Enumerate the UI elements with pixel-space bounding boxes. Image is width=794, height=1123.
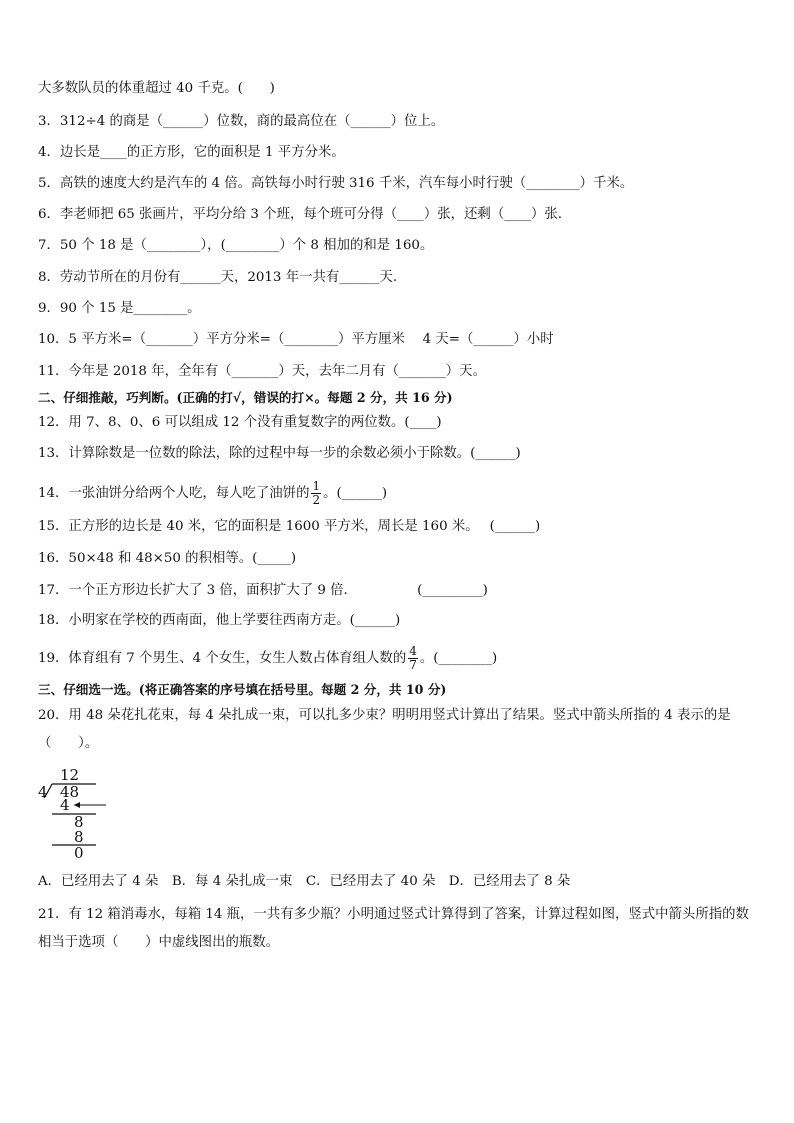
question-9: 9．90 个 15 是________。 [38, 301, 201, 316]
question-19 [38, 645, 497, 672]
question-10: 10．5 平方米=（_______）平方分米=（________）平方厘米 4 天=（______）小时 [38, 332, 554, 347]
fraction-denominator: 7 [409, 658, 417, 672]
arrow-left-icon [74, 802, 80, 808]
question-18: 18．小明家在学校的西南面，他上学要往西南方走。(______) [38, 613, 401, 628]
fraction-numerator: 4 [409, 644, 417, 658]
question-5: 5．高铁的速度大约是汽车的 4 倍。高铁每小时行驶 316 千米，汽车每小时行驶（________）千米。 [38, 176, 634, 191]
question-14-text: 14．一张油饼分给两个人吃，每人吃了油饼的 [38, 486, 310, 501]
question-6: 6．李老师把 65 张画片，平均分给 3 个班，每个班可分得（____）张，还剩（____）张. [38, 207, 563, 222]
question-13: 13．计算除数是一位数的除法，除的过程中每一步的余数必须小于除数。(______) [38, 446, 521, 461]
question-19-text: 19．体育组有 7 个男生、4 个女生，女生人数占体育组人数的 [38, 651, 407, 666]
fraction-denominator: 2 [312, 493, 321, 507]
question-3: 3．312÷4 的商是（______）位数，商的最高位在（______）位上。 [38, 114, 445, 129]
question-14 [38, 480, 387, 507]
division-divisor: 4 [38, 783, 48, 801]
question-20: 20．用 48 朵花扎花束，每 4 朵扎成一束，可以扎多少束？明明用竖式计算出了结果。竖式中箭头所指的 4 表示的是（ ）。 [38, 708, 731, 751]
question-20-options: A．已经用去了 4 朵 B．每 4 朵扎成一束 C．已经用去了 40 朵 D．已经用去了 8 朵 [38, 874, 571, 889]
question-17: 17．一个正方形边长扩大了 3 倍，面积扩大了 9 倍． (_________) [38, 583, 488, 598]
question-fragment-weight: 大多数队员的体重超过 40 千克。( ) [38, 81, 275, 96]
question-14-answer: 。(______) [323, 486, 388, 501]
division-step-3: 8 [74, 828, 84, 846]
fraction-four-sevenths [408, 645, 418, 672]
section-2-heading: 二、仔细推敲，巧判断。(正确的打√，错误的打×。每题 2 分，共 16 分) [38, 390, 453, 405]
question-12: 12．用 7、8、0、6 可以组成 12 个没有重复数字的两位数。(____) [38, 415, 442, 430]
division-step-2: 8 [74, 813, 84, 831]
section-3-heading: 三、仔细选一选。(将正确答案的序号填在括号里。每题 2 分，共 10 分) [38, 682, 447, 697]
division-dividend: 48 [60, 783, 80, 801]
fraction-numerator: 1 [312, 479, 321, 493]
question-19-answer: 。(________) [419, 651, 498, 666]
question-7: 7．50 个 18 是（________），(________）个 8 相加的和是 160。 [38, 238, 434, 253]
question-16: 16．50×48 和 48×50 的积相等。(_____) [38, 551, 297, 566]
division-remainder: 0 [74, 844, 84, 860]
question-21: 21．有 12 箱消毒水，每箱 14 瓶，一共有多少瓶？小明通过竖式计算得到了答案，计算过程如图，竖式中箭头所指的数相当于选项（ ）中虚线图出的瓶数。 [38, 907, 749, 950]
fraction-one-half [311, 480, 321, 507]
division-step-1: 4 [60, 796, 70, 814]
question-8: 8．劳动节所在的月份有______天，2013 年一共有______天. [38, 270, 398, 285]
division-quotient: 12 [60, 766, 80, 784]
question-11: 11．今年是 2018 年，全年有（_______）天，去年二月有（_______）天。 [38, 364, 486, 379]
question-4: 4．边长是____的正方形，它的面积是 1 平方分米。 [38, 145, 345, 160]
long-division-figure [30, 764, 120, 860]
question-15: 15．正方形的边长是 40 米，它的面积是 1600 平方米，周长是 160 米。 (______) [38, 519, 541, 534]
